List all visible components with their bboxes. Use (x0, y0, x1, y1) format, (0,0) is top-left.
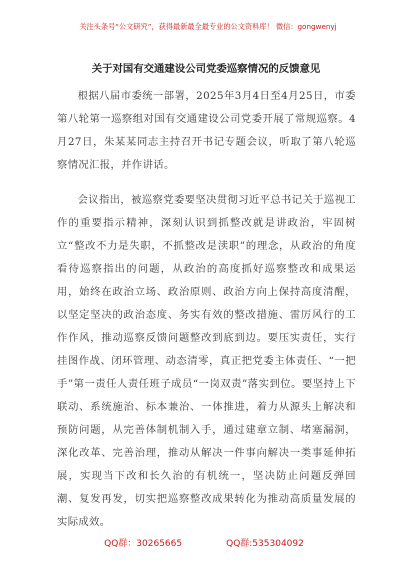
document-body (57, 85, 356, 546)
paragraph-1: 根据八届市委统一部署，2025年3月4日至4月25日，市委第八轮第一巡察组对国有交通建设公司党委开展了常规巡察。4月27日，朱某某同志主持召开书记专题会议，听取了第八轮巡察情况汇报，并作讲话。 (57, 90, 356, 171)
document-title: 关于对国有交通建设公司党委巡察情况的反馈意见 (91, 63, 321, 75)
footer-qq-group-2: QQ群:535304092 (226, 539, 304, 549)
paragraph-2: 会议指出，被巡察党委要坚决贯彻习近平总书记关于巡视工作的重要指示精神，深刻认识到抓整改就是讲政治，牢固树立“整改不力是失职，不抓整改是渎职”的理念，从政治的角度看待巡察指出的问题，从政治的高度抓好巡察整改和成果运用，始终在政治立场、政治原则、政治方向上保持高度清醒，以坚定坚决的政治态度、务实有效的整改措施、雷厉风行的工作作风，推动巡察反馈问题整改到底到边。要压实责任，实行挂图作战、闭环管理、动态清零，真正把党委主体责任、“一把手”第一责任人责任班子成员“一岗双责”落实到位。要坚持上下联动、系统施治、标本兼治、一体推进，着力从源头上解决和预防问题，从完善体制机制入手，通过建章立制、堵塞漏洞，深化改革、完善治理，推动从解决一件事向解决一类事延伸拓展，实现当下改和长久治的有机统一，坚决防止问题反弹回潮、复发再发，切实把巡察整改成果转化为推动高质量发展的实际成效。 (57, 194, 356, 528)
footer-qq-group-1: QQ群：30265665 (104, 539, 183, 549)
footer-contacts (0, 536, 408, 549)
header-banner: 关注头条号“公文研究”，获得最新最全最专业的公文资料库！ 微信：gongwenyj (79, 22, 337, 31)
